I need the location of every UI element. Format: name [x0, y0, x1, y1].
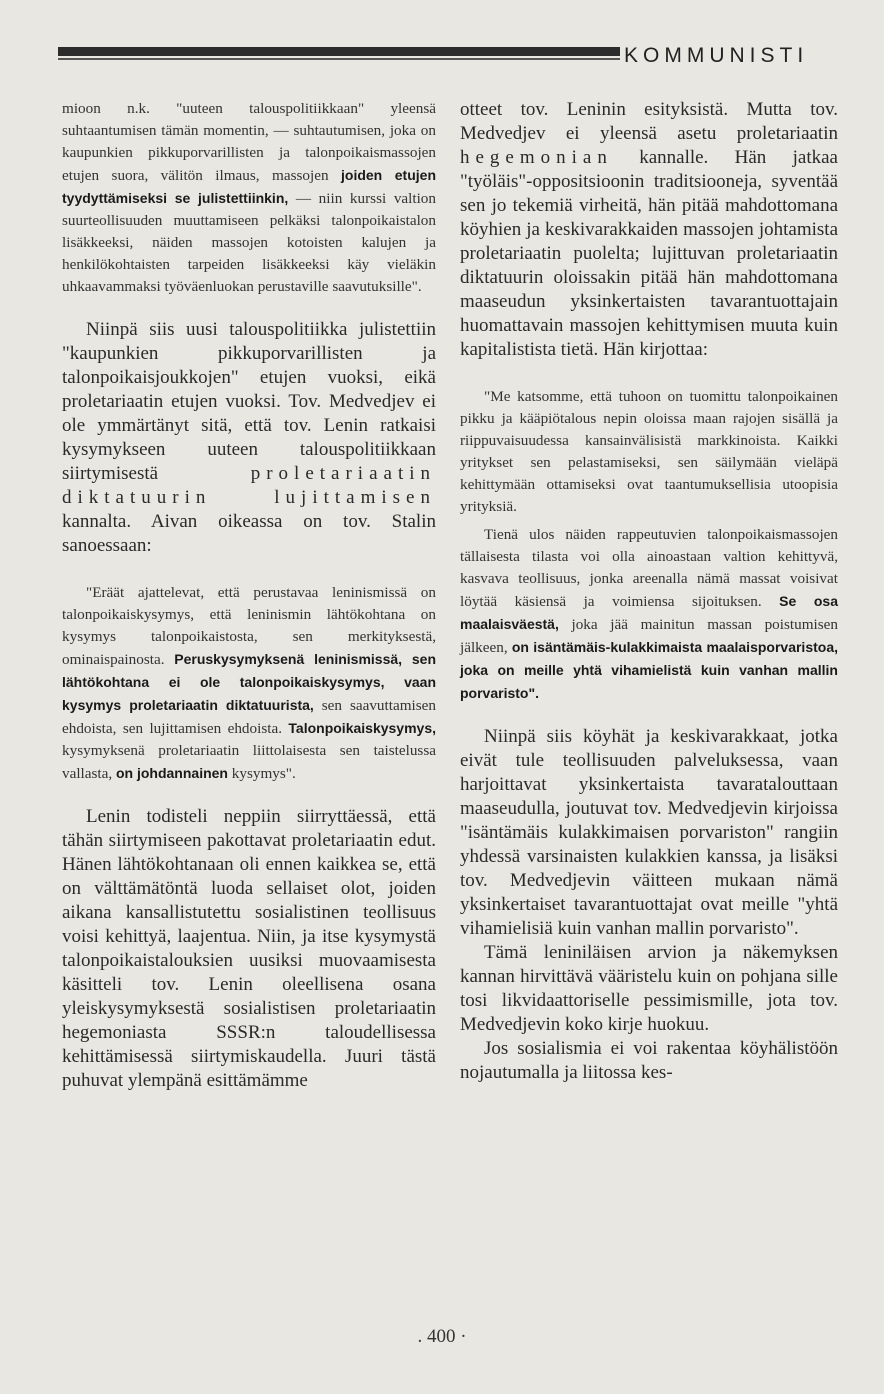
text-run: otteet tov. Leninin esityksistä. Mutta tov. Medvedjev ei yleensä asetu proletariaatin	[460, 99, 838, 144]
bold-run: on isäntämäis-kulakkimaista maalaisporvaristoa, joka on meille yhtä vihamielistä kuin vanhan mallin porvaristo".	[460, 639, 838, 701]
header-rule	[58, 47, 620, 56]
text-run: kysymyksenä proletariaatin liittolaisesta sen taistelussa vallasta,	[62, 742, 436, 782]
medvedjev-quote-1: "Me katsomme, että tuhoon on tuomittu talonpoikainen pikku ja kääpiötalous nepin oloissa maan rajojen sisällä ja riippuvaisuudessa kansainvälisistä markkinoista. Kaikki yritykset sen pelastamiseksi, sen säilymään vieläpä kehittymään ottamiseksi ovat taantumuksellisia utoopisia yrityksiä.	[460, 388, 838, 515]
stalin-quote	[62, 582, 436, 785]
right-paragraph-4: Tämä leniniläisen arvion ja näkemyksen kannan hirvittävä vääristelu kuin on pohjana sille tosi likvidaattoriselle pessimismille, jota tov. Medvedjevin koko kirje huokuu.	[460, 942, 838, 1035]
left-column	[62, 98, 436, 1093]
text-run: "Eräät ajattelevat, että perustavaa leninismissä on talonpoikaiskysymys, että leninismin lähtökohtana on kysymys talonpoikaistosta, sen merkityksestä, ominaispainosta.	[62, 584, 436, 668]
right-paragraph-5: Jos sosialismia ei voi rakentaa köyhälistöön nojautumalla ja liitossa kes-	[460, 1038, 838, 1083]
text-run: kannalta. Aivan oikeassa on tov. Stalin sanoessaan:	[62, 511, 436, 556]
text-run: kannalle. Hän jatkaa "työläis"-oppositsioonin traditsiooneja, syventää sen jo tekemiä virheitä, hän pitää mahdottomana köyhien ja keskivarakkaiden massojen johtamista proletariaatin puolelta; lujittuvan proletariaatin diktatuurin oloissakin pitää hän mahdottomana maaseudun yksinkertaisten tavarantuottajain huomattavain massojen kehittymisen muuta kuin kapitalistista tietä. Hän kirjottaa:	[460, 147, 838, 360]
left-paragraph-2	[62, 318, 436, 558]
right-column	[460, 98, 838, 1085]
left-paragraph-1	[62, 98, 436, 298]
text-run: sen saavuttamisen ehdoista, sen lujittamisen ehdoista.	[62, 697, 436, 737]
spaced-emphasis: proletariaatin diktatuurin lujittamisen	[62, 463, 436, 508]
bold-run: on johdannainen	[115, 765, 228, 781]
header-rule-thin	[58, 58, 620, 60]
bold-run: Se osa maalaisväestä,	[460, 593, 838, 632]
right-paragraph-1	[460, 98, 838, 362]
journal-title: KOMMUNISTI	[624, 44, 809, 67]
text-run: Tienä ulos näiden rappeutuvien talonpoikaismassojen tällaisesta tilasta voi olla ainoastaan valtion kehittyvä, kasvava teollisuus, jonka areenalla nämä massat voisivat löytää käsiensä ja voimiensa sijoituksen.	[460, 526, 838, 610]
medvedjev-quote-2	[460, 524, 838, 705]
spaced-emphasis: hegemonian	[460, 147, 613, 168]
bold-run: Talonpoikaiskysymys,	[288, 720, 436, 736]
page-number: . 400 ·	[417, 1326, 467, 1347]
bold-run: joiden etujen tyydyttämiseksi se julistettiinkin,	[62, 167, 436, 206]
text-run: — niin kurssi valtion suurteollisuuden muuttamiseen pelkäksi talonpoikaistalon lisäkkeeksi, näiden massojen kotoisten kalujen ja henkilökohtaisten tarpeiden lisäkkeeksi käy vieläkin uhkaavammaksi työväenluokan perustaville saavutuksille".	[62, 190, 436, 295]
left-paragraph-3: Lenin todisteli neppiin siirryttäessä, että tähän siirtymiseen pakottavat proletariaatin edut. Hänen lähtökohtanaan oli ennen kaikkea se, että on välttämätöntä luoda sellaiset olot, joiden aikana kansallistutettu sosialistinen teollisuus voisi kehittyä, laajentua. Niin, ja itse kysymystä talonpoikaistalouksien uusiksi muovaamisesta käsitteli tov. Lenin oleellisena osana yleiskysymyksestä sosialistisen proletariaatin hegemoniasta SSSR:n taloudellisessa kehittämisessä siirtymiskaudella. Juuri tästä puhuvat ylempänä esittämämme	[62, 806, 436, 1091]
bold-run: Peruskysymyksenä leninismissä, sen lähtökohtana ei ole talonpoikaiskysymys, vaan kysymys proletariaatin diktatuurista,	[62, 651, 436, 713]
text-run: mioon n.k. "uuteen talouspolitiikkaan" yleensä suhtaantumisen tämän momentin, — suhtautumisen, joka on kaupunkien pikkuporvarillisten ja talonpoikaismassojen etujen suora, välitön ilmaus, massojen	[62, 100, 436, 184]
text-run: Niinpä siis uusi talouspolitiikka julistettiin "kaupunkien pikkuporvarillisten ja talonpoikaisjoukkojen" etujen vuoksi, eikä proletariaatin etujen vuoksi. Tov. Medvedjev ei ole ymmärtänyt sitä, että tov. Lenin ratkaisi kysymykseen uuteen talouspolitiikkaan siirtymisestä	[62, 319, 436, 484]
text-run: joka jää mainitun massan poistumisen jälkeen,	[460, 616, 838, 656]
right-paragraph-3: Niinpä siis köyhät ja keskivarakkaat, jotka eivät tule teollisuuden palveluksessa, vaan harjoittavat yksinkertaista tavaratalouttaan maaseudulla, joutuvat tov. Medvedjevin kirjoissa "isäntämäis kulakkimaisen porvariston" rangiin yhdessä varsinaisten kulakkien kanssa, ja lisäksi tov. Medvedjevin väitteen mukaan nämä yksinkertaiset tavarantuottajat ovat meille "yhtä vihamielisiä kuin vanhan mallin porvaristo".	[460, 726, 838, 939]
text-run: kysymys".	[227, 765, 296, 782]
